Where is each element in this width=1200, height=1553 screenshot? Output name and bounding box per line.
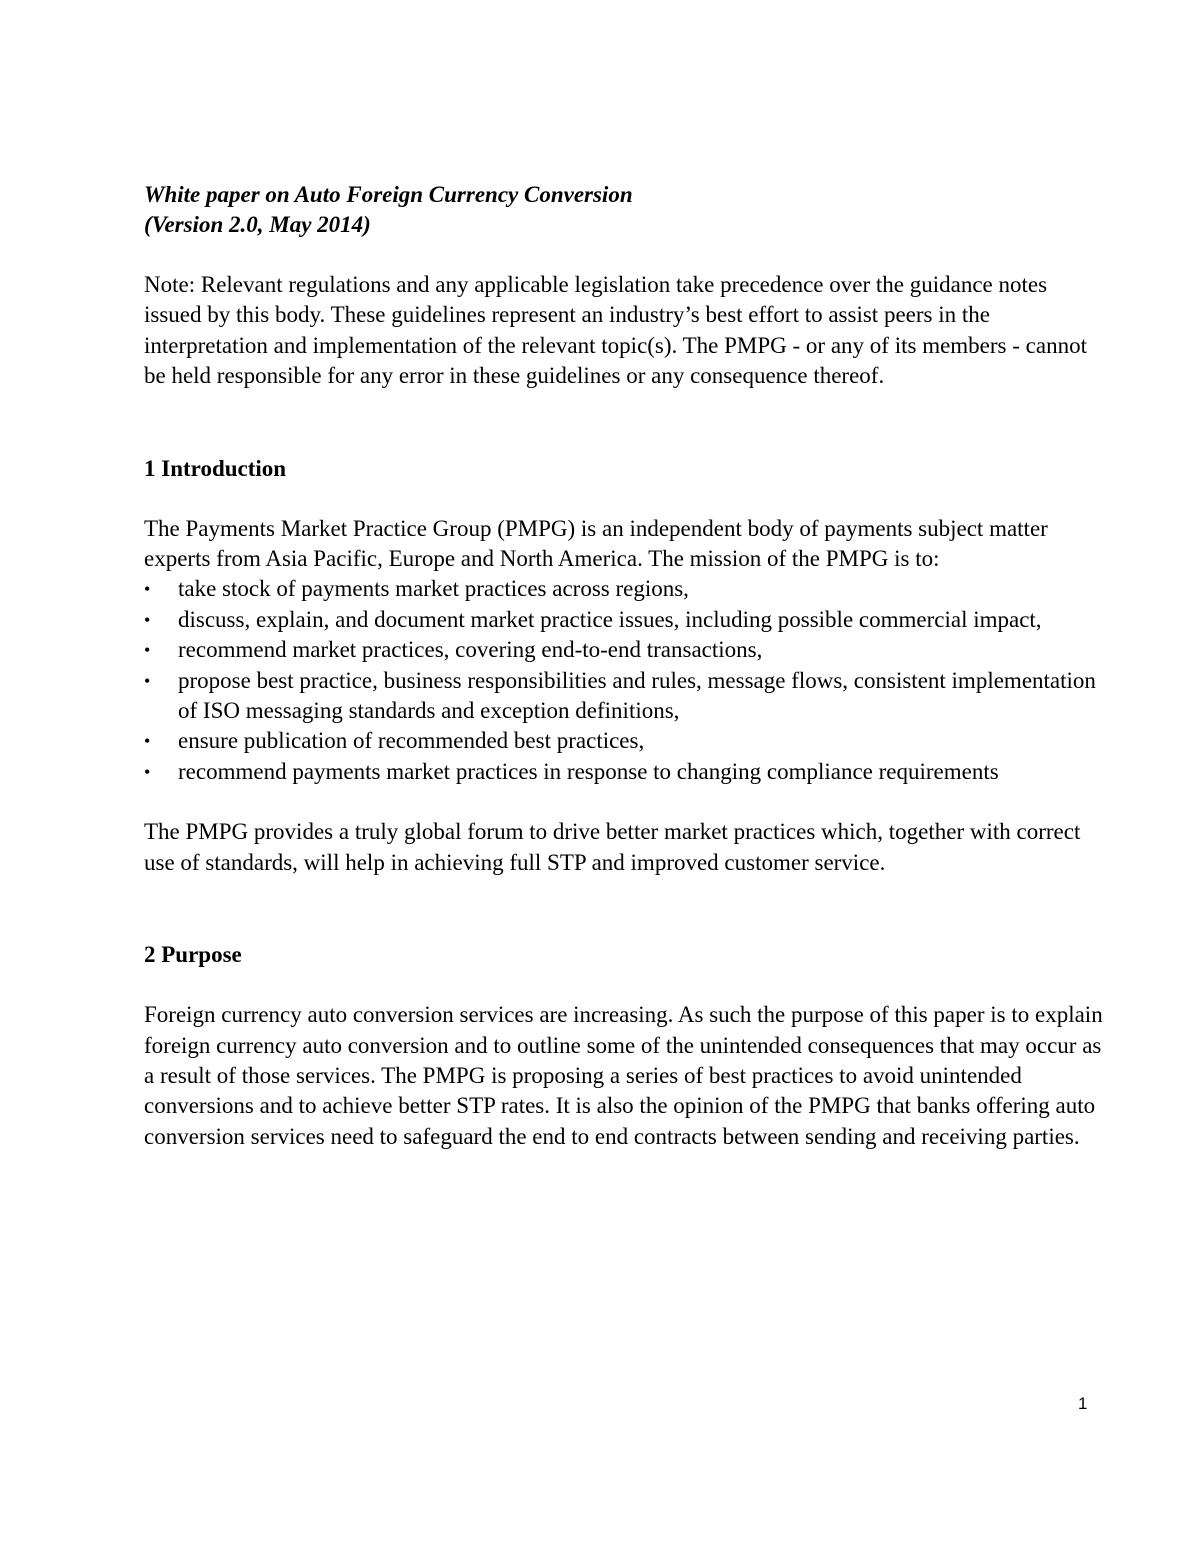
mission-bullet-list [144,574,1104,787]
bullet-icon: • [144,640,151,661]
list-item-text: discuss, explain, and document market practice issues, including possible commercial impact, [178,606,1042,632]
list-item-text: ensure publication of recommended best practices, [178,728,645,754]
bullet-icon: • [144,579,151,600]
page-content [144,180,1104,1152]
section-heading-purpose: 2 Purpose [144,942,242,968]
bullet-icon: • [144,761,151,782]
page-number: 1 [1078,1394,1088,1413]
purpose-paragraph: Foreign currency auto conversion services are increasing. As such the purpose of this paper is to explain foreign currency auto conversion and to outline some of the unintended consequences that may occur as a result of those services. The PMPG is proposing a series of best practices to avoid unintended conversions and to achieve better STP rates. It is also the opinion of the PMPG that banks offering auto conversion services need to safeguard the end to end contracts between sending and receiving parties. [144,1002,1103,1149]
list-item [144,605,1104,635]
list-item-text: take stock of payments market practices across regions, [178,576,689,602]
section-heading-introduction: 1 Introduction [144,455,287,481]
disclaimer-note: Note: Relevant regulations and any applicable legislation take precedence over the guidance notes issued by this body. These guidelines represent an industry’s best effort to assist peers in the interpretation and implementation of the relevant topic(s). The PMPG - or any of its members - cannot be held responsible for any error in these guidelines or any consequence thereof. [144,272,1087,389]
list-item-text: recommend payments market practices in response to changing compliance requirements [178,758,999,784]
document-version: (Version 2.0, May 2014) [144,212,371,237]
introduction-paragraph: The Payments Market Practice Group (PMPG) is an independent body of payments subject matter experts from Asia Pacific, Europe and North America. The mission of the PMPG is to: [144,515,1048,572]
list-item [144,635,1104,665]
list-item [144,574,1104,604]
list-item [144,726,1104,756]
list-item [144,666,1104,727]
document-title: White paper on Auto Foreign Currency Conversion [144,182,633,207]
introduction-closing-paragraph: The PMPG provides a truly global forum to drive better market practices which, together with correct use of standards, will help in achieving full STP and improved customer service. [144,819,1081,875]
bullet-icon: • [144,731,151,752]
list-item-text: recommend market practices, covering end-to-end transactions, [178,637,763,663]
list-item [144,757,1104,787]
bullet-icon: • [144,609,151,630]
bullet-icon: • [144,670,151,691]
list-item-text: propose best practice, business responsibilities and rules, message flows, consistent implementation of ISO messaging standards and exception definitions, [178,667,1096,724]
